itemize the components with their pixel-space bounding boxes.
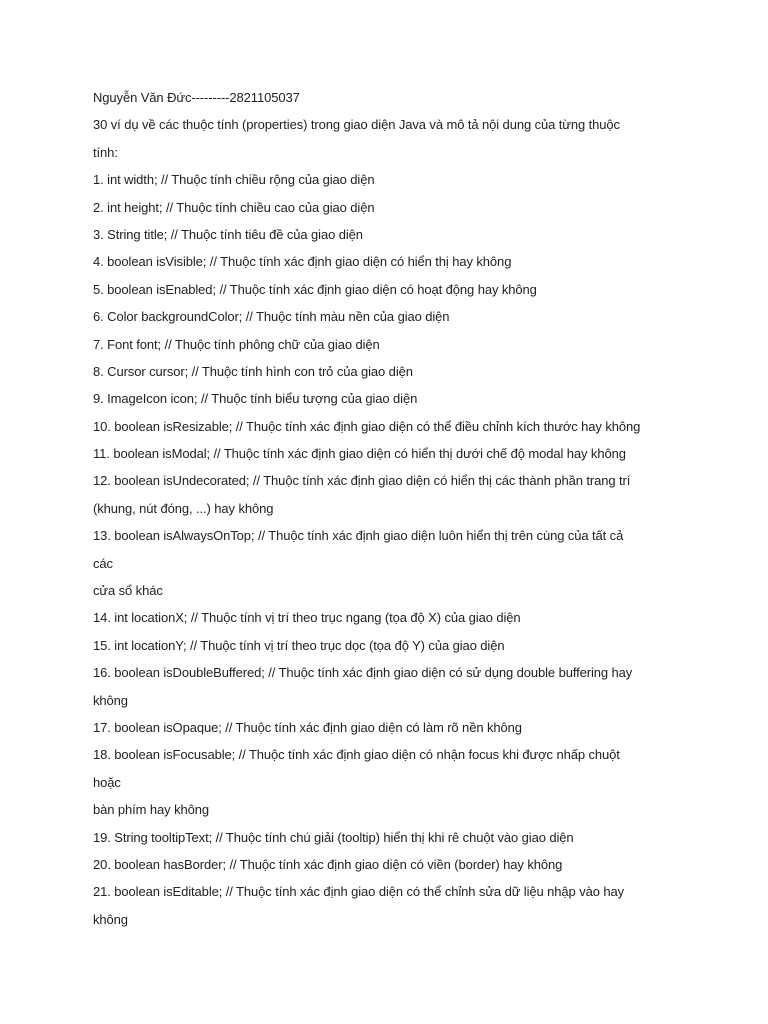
property-line-18-cont-1: hoặc <box>93 774 121 790</box>
property-line-19: 19. String tooltipText; // Thuộc tính chú giải (tooltip) hiển thị khi rê chuột vào giao diện <box>93 829 574 845</box>
property-line-5: 5. boolean isEnabled; // Thuộc tính xác định giao diện có hoạt động hay không <box>93 281 537 297</box>
property-line-7: 7. Font font; // Thuộc tính phông chữ của giao diện <box>93 336 380 352</box>
document-body <box>93 84 693 933</box>
property-line-21-cont: không <box>93 911 128 927</box>
property-line-1: 1. int width; // Thuộc tính chiều rộng của giao diện <box>93 172 375 188</box>
intro-line-1: 30 ví dụ về các thuộc tính (properties) trong giao diện Java và mô tả nội dung của từng thuộc <box>93 117 620 133</box>
property-line-11: 11. boolean isModal; // Thuộc tính xác định giao diện có hiển thị dưới chế độ modal hay không <box>93 446 626 462</box>
property-line-9: 9. ImageIcon icon; // Thuộc tính biểu tượng của giao diện <box>93 391 418 407</box>
property-line-6: 6. Color backgroundColor; // Thuộc tính màu nền của giao diện <box>93 309 450 325</box>
property-line-13-cont-2: cửa sổ khác <box>93 583 163 599</box>
property-line-20: 20. boolean hasBorder; // Thuộc tính xác định giao diện có viền (border) hay không <box>93 856 563 872</box>
property-line-14: 14. int locationX; // Thuộc tính vị trí theo trục ngang (tọa độ X) của giao diện <box>93 610 521 626</box>
author-header: Nguyễn Văn Đức---------2821105037 <box>93 90 300 105</box>
property-line-12-cont: (khung, nút đóng, ...) hay không <box>93 500 274 516</box>
intro-line-2: tính: <box>93 144 118 160</box>
property-line-12: 12. boolean isUndecorated; // Thuộc tính xác định giao diện có hiển thị các thành phần trang trí <box>93 473 631 489</box>
property-line-21: 21. boolean isEditable; // Thuộc tính xác định giao diện có thể chỉnh sửa dữ liệu nhập vào hay <box>93 884 625 900</box>
property-line-15: 15. int locationY; // Thuộc tính vị trí theo trục dọc (tọa độ Y) của giao diện <box>93 637 505 653</box>
property-line-17: 17. boolean isOpaque; // Thuộc tính xác định giao diện có làm rõ nền không <box>93 719 522 735</box>
property-line-16: 16. boolean isDoubleBuffered; // Thuộc tính xác định giao diện có sử dụng double buffering hay <box>93 665 633 681</box>
property-line-4: 4. boolean isVisible; // Thuộc tính xác định giao diện có hiển thị hay không <box>93 254 512 270</box>
property-line-8: 8. Cursor cursor; // Thuộc tính hình con trỏ của giao diện <box>93 363 413 379</box>
property-line-18: 18. boolean isFocusable; // Thuộc tính xác định giao diện có nhận focus khi được nhấp chuột <box>93 747 620 763</box>
property-line-13: 13. boolean isAlwaysOnTop; // Thuộc tính xác định giao diện luôn hiển thị trên cùng của tất cả <box>93 528 624 544</box>
property-line-13-cont-1: các <box>93 555 113 571</box>
property-line-2: 2. int height; // Thuộc tính chiều cao của giao diện <box>93 199 375 215</box>
property-line-3: 3. String title; // Thuộc tính tiêu đề của giao diện <box>93 226 363 242</box>
property-line-18-cont-2: bàn phím hay không <box>93 802 210 818</box>
property-line-16-cont: không <box>93 692 128 708</box>
property-line-10: 10. boolean isResizable; // Thuộc tính xác định giao diện có thể điều chỉnh kích thước hay không <box>93 418 641 434</box>
